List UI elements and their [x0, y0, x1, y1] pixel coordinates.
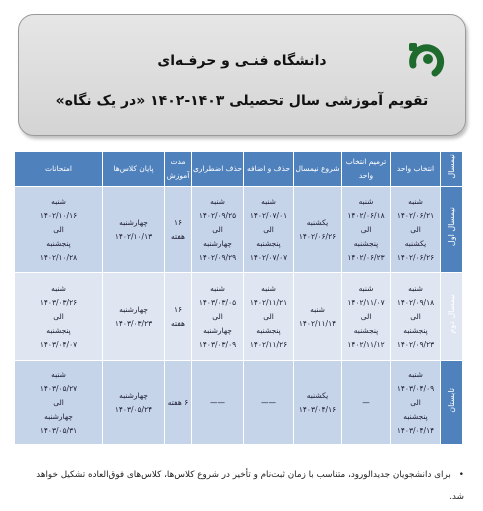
cell-line: ۱۴۰۲/۰۹/۱۸	[396, 297, 435, 307]
cell-line: ۱۴۰۲/۱۱/۰۷	[347, 297, 385, 307]
cell-line: ۱۴۰۳/۰۴/۰۹	[396, 383, 435, 393]
cell-line: ۱۴۰۲/۱۱/۱۴	[298, 318, 337, 328]
add-drop-cell	[244, 273, 294, 361]
duration-cell	[165, 187, 192, 273]
semester-cell: تابستان	[441, 361, 463, 445]
cell-line: ۱۴۰۲/۰۹/۲۳	[396, 339, 435, 349]
cell-line: چهارشنبه	[119, 390, 148, 400]
cell-line: چهارشنبه	[119, 304, 148, 314]
cell-line: چهارشنبه	[203, 325, 232, 335]
cell-line: الی	[410, 397, 421, 407]
start-cell	[294, 187, 342, 273]
cell-line: الی	[263, 311, 274, 321]
col-duration: مدت آموزش	[165, 152, 192, 187]
add-drop-cell	[244, 187, 294, 273]
cell-line: ۱۴۰۳/۰۳/۰۵	[198, 297, 237, 307]
bullet-icon: •	[458, 470, 464, 480]
cell-line: هفته	[170, 231, 186, 241]
cell-line: ۱۴۰۲/۰۶/۲۶	[298, 231, 337, 241]
cell-line: شنبه	[261, 196, 276, 206]
cell-line: الی	[212, 224, 223, 234]
semester-cell: نیمسال دوم	[441, 273, 463, 361]
cell-line: الی	[53, 397, 64, 407]
cell-line: ۱۴۰۲/۰۶/۱۸	[347, 210, 385, 220]
cell-line: ۱۴۰۳/۰۵/۲۴	[114, 404, 153, 414]
table-row	[15, 187, 463, 273]
duration-cell	[165, 361, 192, 445]
calendar-title: تقویم آموزشی سال تحصیلی ۱۴۰۳-۱۴۰۲ «در یک نگاه»	[55, 93, 429, 109]
cell-line: الی	[53, 224, 64, 234]
cell-line: ۱۴۰۳/۰۵/۳۱	[39, 425, 78, 435]
cell-line: پنجشنبه	[403, 325, 428, 335]
cell-line: پنجشنبه	[256, 238, 281, 248]
cell-line: شنبه	[261, 283, 276, 293]
cell-line: ——	[210, 397, 225, 407]
emergency-drop-cell	[192, 273, 244, 361]
cell-line: شنبه	[51, 283, 66, 293]
exams-cell	[15, 187, 103, 273]
header-panel	[18, 14, 466, 136]
cell-line: شنبه	[408, 196, 423, 206]
revision-cell	[342, 273, 391, 361]
cell-line: یکشنبه	[306, 390, 329, 400]
col-exams: امتحانات	[15, 152, 103, 187]
table-row	[15, 273, 463, 361]
cell-line: شنبه	[408, 283, 423, 293]
emergency-drop-cell	[192, 361, 244, 445]
cell-line: ۶ هفته	[167, 397, 189, 407]
cell-line: هفته	[170, 318, 186, 328]
table-row	[15, 361, 463, 445]
classes-end-cell	[103, 187, 165, 273]
cell-line: شنبه	[210, 283, 225, 293]
cell-line: چهارشنبه	[203, 238, 232, 248]
cell-line: شنبه	[210, 196, 225, 206]
cell-line: شنبه	[310, 304, 325, 314]
cell-line: یکشنبه	[306, 217, 329, 227]
cell-line: ۱۴۰۳/۰۳/۲۶	[39, 297, 78, 307]
col-classes-end: پایان کلاس‌ها	[103, 152, 165, 187]
table-header-row	[15, 152, 463, 187]
exams-cell	[15, 273, 103, 361]
cell-line: ۱۴۰۲/۰۷/۰۱	[249, 210, 288, 220]
course-selection-cell	[391, 273, 441, 361]
cell-line: الی	[53, 311, 64, 321]
semester-cell: نیمسال اول	[441, 187, 463, 273]
cell-line: الی	[410, 224, 421, 234]
cell-line: شنبه	[51, 369, 66, 379]
cell-line: ۱۴۰۲/۱۰/۱۶	[39, 210, 78, 220]
revision-cell	[342, 361, 391, 445]
cell-line: ۱۴۰۲/۱۱/۲۶	[249, 339, 288, 349]
cell-line: ——	[261, 397, 276, 407]
cell-line: ۱۴۰۲/۰۹/۲۹	[198, 252, 237, 262]
course-selection-cell	[391, 187, 441, 273]
cell-line: ۱۴۰۲/۰۹/۲۵	[198, 210, 237, 220]
cell-line: ۱۴۰۲/۰۶/۲۱	[396, 210, 435, 220]
cell-line: الی	[263, 224, 274, 234]
cell-line: ۱۴۰۲/۰۷/۰۷	[249, 252, 288, 262]
university-name: دانشگاه فنـی و حرفـه‌ای	[157, 53, 327, 69]
footnote-text: برای دانشجویان جدیدالورود، متناسب با زمان ثبت‌نام و تأخیر در شروع کلاس‌ها، کلاس‌های فوق‌العاده تشکیل خواهد شد.	[36, 470, 464, 502]
cell-line: شنبه	[408, 369, 423, 379]
cell-line: شنبه	[358, 196, 374, 206]
cell-line: ۱۴۰۲/۰۶/۲۶	[396, 252, 435, 262]
cell-line: ۱۴۰۳/۰۴/۱۴	[396, 425, 435, 435]
cell-line: ۱۴۰۲/۰۶/۲۳	[347, 252, 385, 262]
cell-line: پنجشنبه	[353, 238, 379, 248]
cell-line: ۱۴۰۲/۱۱/۲۱	[249, 297, 288, 307]
classes-end-cell	[103, 361, 165, 445]
cell-line: پنجشنبه	[46, 238, 71, 248]
col-semester: نیمسال	[441, 152, 463, 187]
cell-line: شنبه	[51, 196, 66, 206]
cell-line: ۱۴۰۲/۱۱/۱۲	[347, 339, 385, 349]
duration-cell	[165, 273, 192, 361]
cell-line: ۱۴۰۲/۱۰/۲۸	[39, 252, 78, 262]
cell-line: ۱۴۰۳/۰۴/۰۷	[39, 339, 78, 349]
cell-line: پنجشنبه	[46, 325, 71, 335]
add-drop-cell	[244, 361, 294, 445]
col-emergency-drop: حذف اضطراری	[192, 152, 244, 187]
exams-cell	[15, 361, 103, 445]
col-start: شروع نیمسال	[294, 152, 342, 187]
classes-end-cell	[103, 273, 165, 361]
cell-line: پنجشنبه	[403, 411, 428, 421]
cell-line: الی	[360, 311, 372, 321]
cell-line: ۱۴۰۳/۰۳/۲۳	[114, 318, 153, 328]
start-cell	[294, 273, 342, 361]
cell-line: چهارشنبه	[44, 411, 73, 421]
cell-line: الی	[410, 311, 421, 321]
footnote	[24, 464, 464, 508]
cell-line: —	[362, 397, 370, 407]
cell-line: شنبه	[358, 283, 374, 293]
col-course-selection: انتخاب واحد	[391, 152, 441, 187]
col-add-drop: حذف و اضافه	[244, 152, 294, 187]
course-selection-cell	[391, 361, 441, 445]
revision-cell	[342, 187, 391, 273]
academic-calendar-table	[14, 151, 463, 445]
cell-line: پنجشنبه	[353, 325, 379, 335]
col-revision: ترمیم انتخاب واحد	[342, 152, 391, 187]
cell-line: الی	[360, 224, 372, 234]
start-cell	[294, 361, 342, 445]
emergency-drop-cell	[192, 187, 244, 273]
cell-line: ۱۴۰۳/۰۵/۲۷	[39, 383, 78, 393]
cell-line: ۱۶	[173, 217, 183, 227]
cell-line: ۱۶	[173, 304, 183, 314]
cell-line: ۱۴۰۳/۰۳/۰۹	[198, 339, 237, 349]
cell-line: یکشنبه	[404, 238, 427, 248]
cell-line: ۱۴۰۳/۰۴/۱۶	[298, 404, 337, 414]
cell-line: پنجشنبه	[256, 325, 281, 335]
cell-line: الی	[212, 311, 223, 321]
cell-line: ۱۴۰۲/۱۰/۱۳	[114, 231, 153, 241]
cell-line: چهارشنبه	[119, 217, 148, 227]
